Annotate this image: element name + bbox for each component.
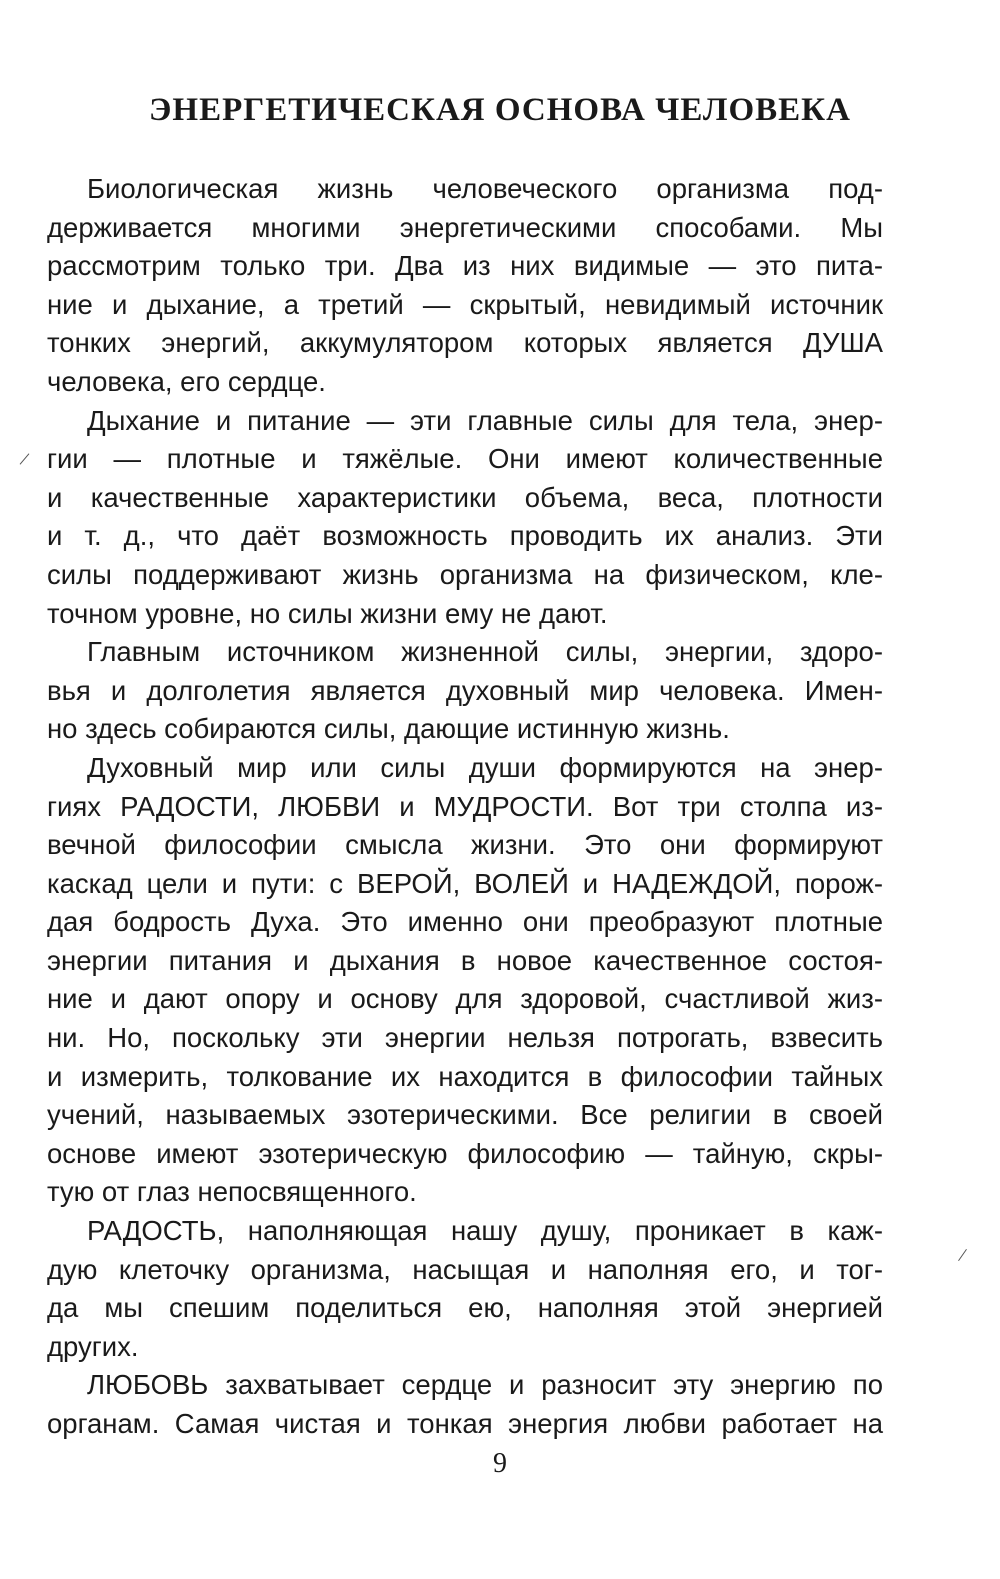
margin-pencil-mark-right [958, 1249, 967, 1261]
text-line: каскад цели и пути: с ВЕРОЙ, ВОЛЕЙ и НАДЕЖДОЙ, порож- [47, 867, 883, 899]
text-line: учений, называемых эзотерическими. Все религии в своей [47, 1099, 883, 1131]
text-line: держивается многими энергетическими способами. Мы [47, 211, 883, 243]
text-line: органам. Самая чистая и тонкая энергия любви работает на [47, 1408, 883, 1439]
text-line: ние и дают опору и основу для здоровой, счастливой жиз- [47, 983, 883, 1015]
paragraph-5 [47, 1212, 883, 1366]
text-line: РАДОСТЬ, наполняющая нашу душу, проникает в каж- [87, 1215, 883, 1247]
text-line: Биологическая жизнь человеческого организма под- [87, 173, 883, 204]
text-line: гии — плотные и тяжёлые. Они имеют количественные [47, 443, 883, 475]
text-line: тую от глаз непосвященного. [47, 1176, 417, 1208]
text-line: и качественные характеристики объема, веса, плотности [47, 481, 883, 513]
text-line: дая бодрость Духа. Это именно они преобразуют плотные [47, 906, 883, 938]
text-line: да мы спешим поделиться ею, наполняя этой энергией [47, 1292, 883, 1324]
body-text [47, 170, 883, 1444]
text-line: силы поддерживают жизнь организма на физическом, кле- [47, 558, 883, 590]
text-line: и т. д., что даёт возможность проводить их анализ. Эти [47, 520, 883, 552]
text-line: вечной философии смысла жизни. Это они формируют [47, 829, 883, 861]
paragraph-6 [47, 1366, 883, 1443]
page-number: 9 [493, 1448, 507, 1479]
paragraph-4 [47, 749, 883, 1212]
paragraph-2 [47, 402, 883, 634]
text-line: Главным источником жизненной силы, энергии, здоро- [87, 636, 883, 668]
chapter-title: ЭНЕРГЕТИЧЕСКАЯ ОСНОВА ЧЕЛОВЕКА [149, 92, 851, 128]
text-line: вья и долголетия является духовный мир человека. Имен- [47, 674, 883, 706]
paragraph-1 [47, 170, 883, 402]
text-line: рассмотрим только три. Два из них видимые — это пита- [47, 250, 883, 282]
text-line: человека, его сердце. [47, 365, 326, 397]
text-line: Дыхание и питание — эти главные силы для тела, энер- [87, 404, 883, 436]
text-line: ни. Но, поскольку эти энергии нельзя потрогать, взвесить [47, 1022, 883, 1054]
text-line: гиях РАДОСТИ, ЛЮБВИ и МУДРОСТИ. Вот три столпа из- [47, 790, 883, 822]
text-line: других. [47, 1330, 139, 1362]
text-line: Духовный мир или силы души формируются на энер- [87, 751, 883, 783]
text-line: но здесь собираются силы, дающие истинную жизнь. [47, 713, 730, 745]
text-line: энергии питания и дыхания в новое качественное состоя- [47, 944, 883, 976]
text-line: дую клеточку организма, насыщая и наполняя его, и тог- [47, 1253, 883, 1285]
margin-pencil-mark-left [20, 453, 30, 464]
text-line: точном уровне, но силы жизни ему не дают. [47, 597, 608, 629]
text-line: ЛЮБОВЬ захватывает сердце и разносит эту энергию по [87, 1369, 883, 1401]
text-line: тонких энергий, аккумулятором которых является ДУША [47, 327, 883, 359]
text-line: и измерить, толкование их находится в философии тайных [47, 1060, 883, 1092]
text-line: основе имеют эзотерическую философию — тайную, скры- [47, 1137, 883, 1169]
text-line: ние и дыхание, а третий — скрытый, невидимый источник [47, 288, 883, 320]
paragraph-3 [47, 633, 883, 749]
